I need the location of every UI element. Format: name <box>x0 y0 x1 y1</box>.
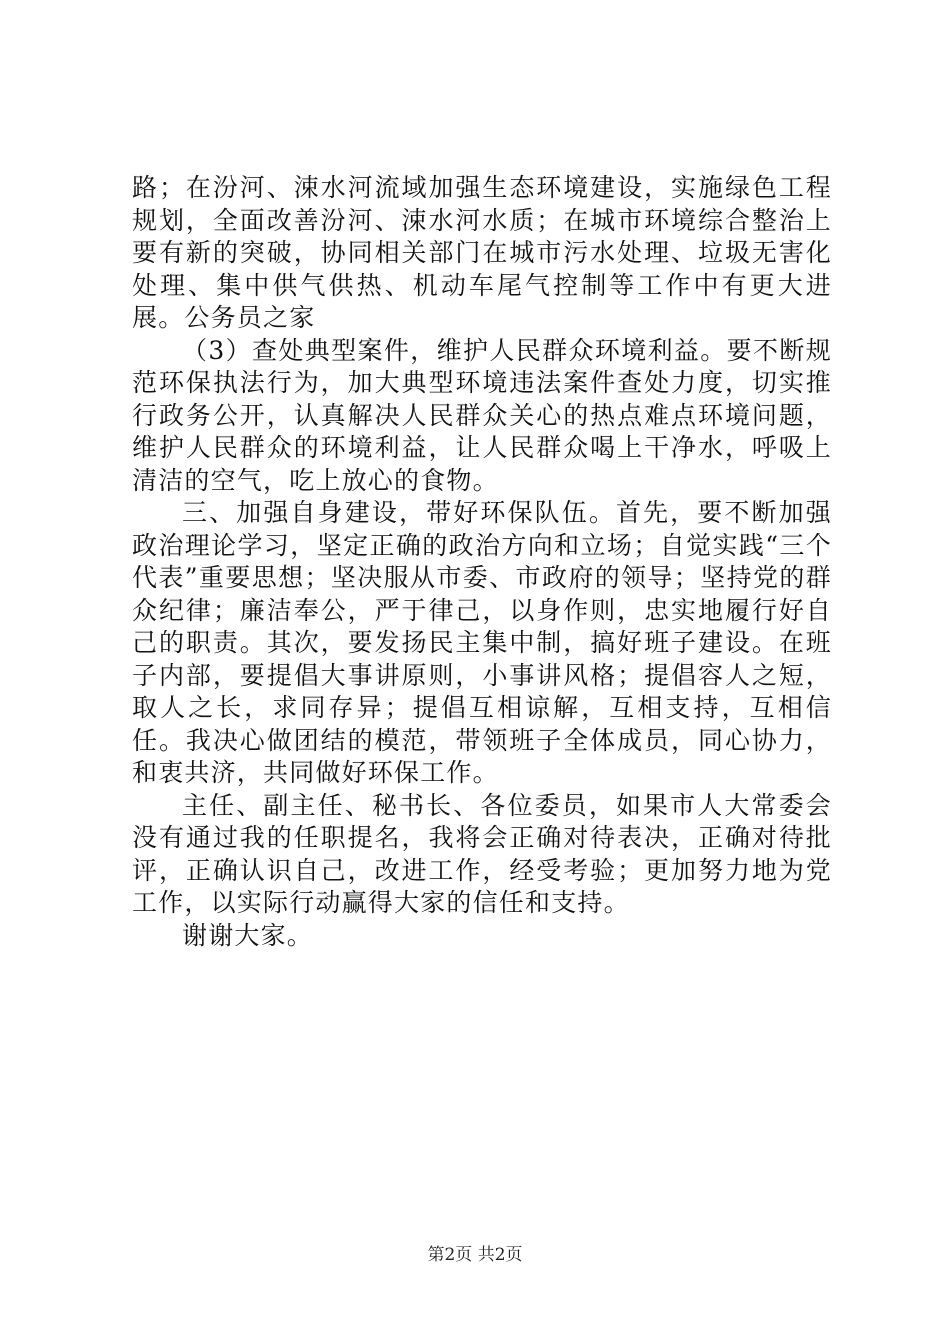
paragraph-thanks: 谢谢大家。 <box>182 920 314 950</box>
paragraph-continuation: 路；在汾河、涑水河流域加强生态环境建设，实施绿色工程规划，全面改善汾河、涑水河水质；在城市环境综合整治上要有新的突破，协同相关部门在城市污水处理、垃圾无害化处理、集中供气供热、机动车尾气控制等工作中有更大进展。公务员之家 <box>132 173 832 332</box>
paragraph-closing-statement: 主任、副主任、秘书长、各位委员，如果市人大常委会没有通过我的任职提名，我将会正确对待表决，正确对待批评，正确认识自己，改进工作，经受考验；更加努力地为党工作，以实际行动赢得大家的信任和支持。 <box>132 790 832 917</box>
document-body <box>132 172 832 952</box>
paragraph-self-construction: 三、加强自身建设，带好环保队伍。首先，要不断加强政治理论学习，坚定正确的政治方向和立场；自觉实践“三个代表”重要思想；坚决服从市委、市政府的领导；坚持党的群众纪律；廉洁奉公，严于律己，以身作则，忠实地履行好自己的职责。其次，要发扬民主集中制，搞好班子建设。在班子内部，要提倡大事讲原则，小事讲风格；提倡容人之短，取人之长，求同存异；提倡互相谅解，互相支持，互相信任。我决心做团结的模范，带领班子全体成员，同心协力，和衷共济，共同做好环保工作。 <box>132 498 832 787</box>
paragraph-case-handling: （3）查处典型案件，维护人民群众环境利益。要不断规范环保执法行为，加大典型环境违法案件查处力度，切实推行政务公开，认真解决人民群众关心的热点难点环境问题，维护人民群众的环境利益，让人民群众喝上干净水，呼吸上清洁的空气，吃上放心的食物。 <box>132 335 832 495</box>
page-number-footer: 第2页 共2页 <box>427 1245 523 1265</box>
